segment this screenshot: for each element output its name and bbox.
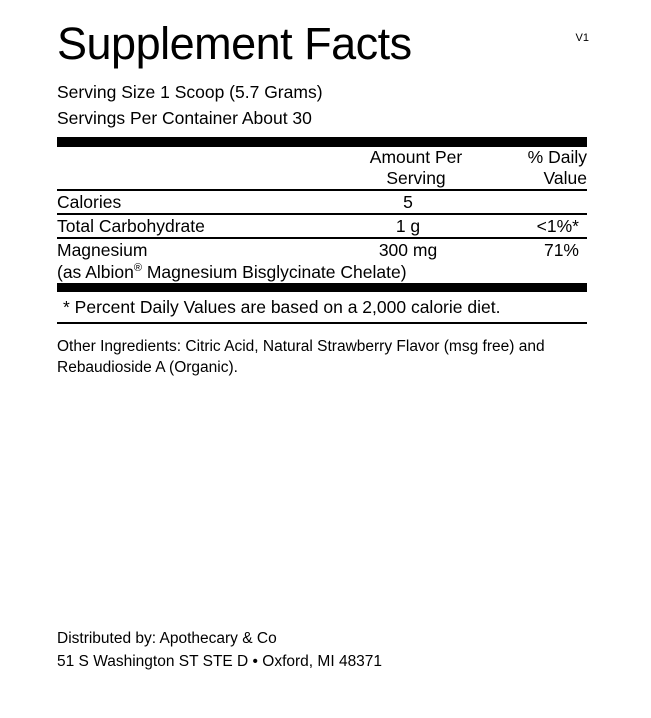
nutrition-table [57,147,587,189]
footnote-top-rule [57,283,587,292]
serving-size-line: Serving Size 1 Scoop (5.7 Grams) [57,82,323,102]
table-row [57,215,587,237]
header-amount-per-serving [341,147,491,189]
row-calories-amount: 5 [403,192,413,212]
magnesium-source-suffix: Magnesium Bisglycinate Chelate) [141,262,407,282]
page-title: Supplement Facts [57,18,412,69]
header-dv-line1: % Daily [527,147,587,167]
registered-trademark-icon: ® [133,262,142,275]
header-dv-line2: Value [543,168,587,188]
nutrition-rows-3 [57,239,587,283]
nutrition-rows [57,191,587,213]
header-blank [57,147,341,189]
supplement-facts-panel [57,15,587,378]
row-magnesium-dv: 71% [543,240,579,260]
row-carbohydrate-dv: <1%* [536,216,579,236]
row-calories-dv [483,191,587,213]
version-mark: V1 [575,32,589,44]
distributor-block [57,627,382,673]
table-row [57,191,587,213]
nutrition-rows-2 [57,215,587,237]
row-carbohydrate-name: Total Carbohydrate [57,216,205,236]
daily-value-footnote: * Percent Daily Values are based on a 2,000 calorie diet. [63,297,501,317]
header-amount-line1: Amount Per [369,147,463,167]
magnesium-source-prefix: (as Albion [57,262,134,282]
distributed-by-line: Distributed by: Apothecary & Co [57,630,277,647]
table-header-row [57,147,587,189]
row-magnesium-name: Magnesium [57,240,148,260]
header-amount-line2: Serving [386,168,446,188]
other-ingredients: Other Ingredients: Citric Acid, Natural Strawberry Flavor (msg free) and Rebaudioside A (Organic). [57,338,545,376]
servings-per-container-line: Servings Per Container About 30 [57,108,312,128]
title-row [57,15,587,77]
row-carbohydrate-amount: 1 g [395,216,421,236]
magnesium-source-row [57,261,587,283]
magnesium-source-cell [57,261,587,283]
row-calories-name: Calories [57,192,122,212]
header-daily-value [491,147,587,189]
top-thick-rule [57,137,587,147]
address-line: 51 S Washington ST STE D • Oxford, MI 48371 [57,653,383,670]
row-magnesium-amount: 300 mg [378,240,438,260]
table-row [57,239,587,261]
